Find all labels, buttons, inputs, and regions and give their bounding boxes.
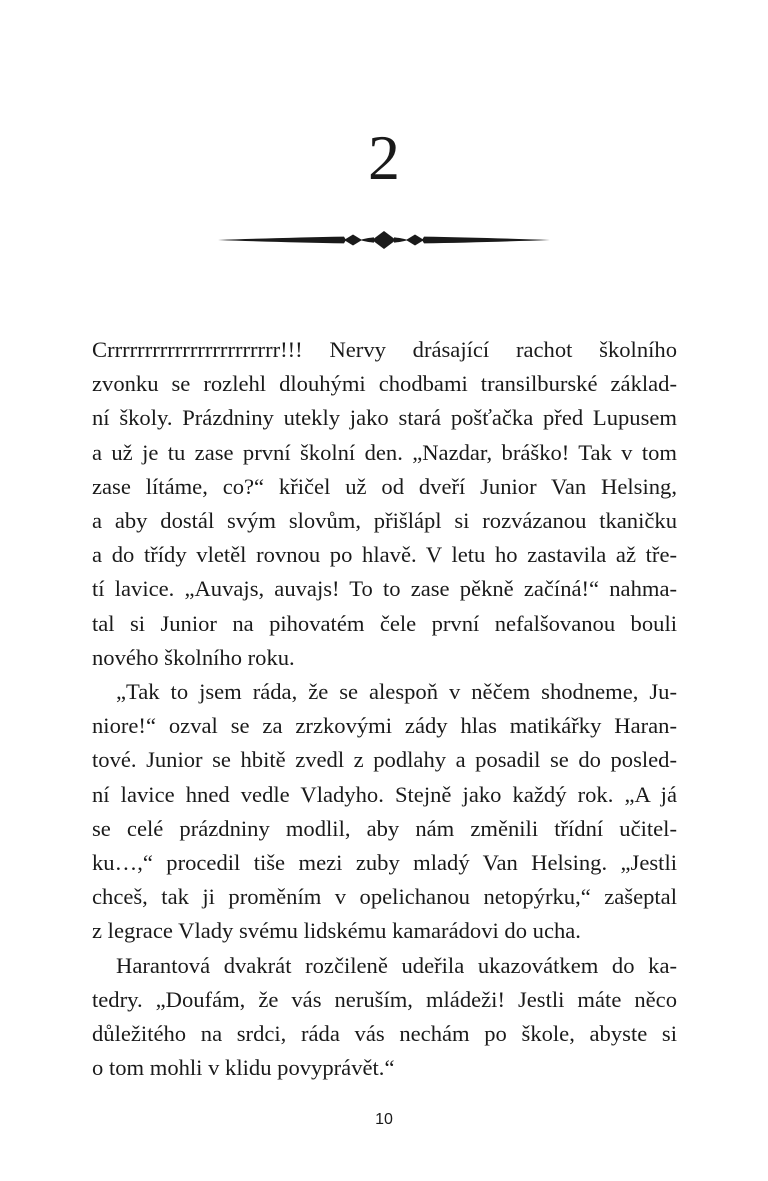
text-line: tí lavice. „Auvajs, auvajs! To to zase pěkně začíná!“ nahma- — [92, 576, 677, 602]
ornament-left-diamond — [344, 235, 362, 246]
chapter-body-text — [92, 333, 677, 1085]
text-line: tal si Junior na pihovatém čele první nefalšovanou bouli — [92, 610, 677, 636]
text-line: chceš, tak ji proměním v opelichanou netopýrku,“ zašeptal — [92, 884, 677, 910]
ornament-right-diamond — [406, 235, 424, 246]
paragraph-1 — [92, 333, 677, 675]
text-line: Harantová dvakrát rozčileně udeřila ukazovátkem do ka- — [116, 952, 677, 978]
text-line: a aby dostál svým slovům, přišlápl si rozvázanou tkaničku — [92, 508, 677, 534]
ornament-connector-right — [394, 237, 408, 242]
text-line: zase lítáme, co?“ křičel už od dveří Junior Van Helsing, — [92, 473, 677, 499]
text-line: „Tak to jsem ráda, že se alespoň v něčem shodneme, Ju- — [116, 679, 677, 705]
paragraph-3 — [92, 949, 677, 1086]
text-line: se celé prázdniny modlil, aby nám změnili třídní učitel- — [92, 815, 677, 841]
ornament-right-flourish — [422, 237, 550, 244]
text-line: a už je tu zase první školní den. „Nazdar, bráško! Tak v tom — [92, 439, 677, 465]
text-line: důležitého na srdci, ráda vás nechám po škole, abyste si — [92, 1021, 677, 1047]
chapter-ornament-divider — [216, 228, 552, 252]
page-number: 10 — [375, 1111, 393, 1128]
text-line: niore!“ ozval se za zrzkovými zády hlas matikářky Haran- — [92, 713, 677, 739]
ornament-center-diamond — [372, 231, 396, 249]
ornament-connector-left — [360, 237, 374, 242]
text-line: a do třídy vletěl rovnou po hlavě. V letu ho zastavila až tře- — [92, 542, 677, 568]
text-line: ku…,“ procedil tiše mezi zuby mladý Van Helsing. „Jestli — [92, 850, 677, 876]
chapter-number: 2 — [368, 122, 400, 193]
text-line: tedry. „Doufám, že vás neruším, mládeži! Jestli máte něco — [92, 986, 677, 1012]
text-line: ní lavice hned vedle Vladyho. Stejně jako každý rok. „A já — [92, 781, 677, 807]
text-line: tové. Junior se hbitě zvedl z podlahy a posadil se do posled- — [92, 747, 677, 773]
text-line: ní školy. Prázdniny utekly jako stará pošťačka před Lupusem — [92, 405, 677, 431]
text-line: z legrace Vlady svému lidskému kamarádovi do ucha. — [92, 918, 581, 944]
text-line: Crrrrrrrrrrrrrrrrrrrrrrr!!! Nervy drásající rachot školního — [92, 337, 677, 362]
text-line: o tom mohli v klidu povyprávět.“ — [92, 1055, 395, 1081]
text-line: zvonku se rozlehl dlouhými chodbami transilburské základ- — [92, 371, 677, 397]
ornament-left-flourish — [218, 237, 346, 244]
paragraph-2 — [92, 675, 677, 949]
text-line: nového školního roku. — [92, 644, 295, 670]
